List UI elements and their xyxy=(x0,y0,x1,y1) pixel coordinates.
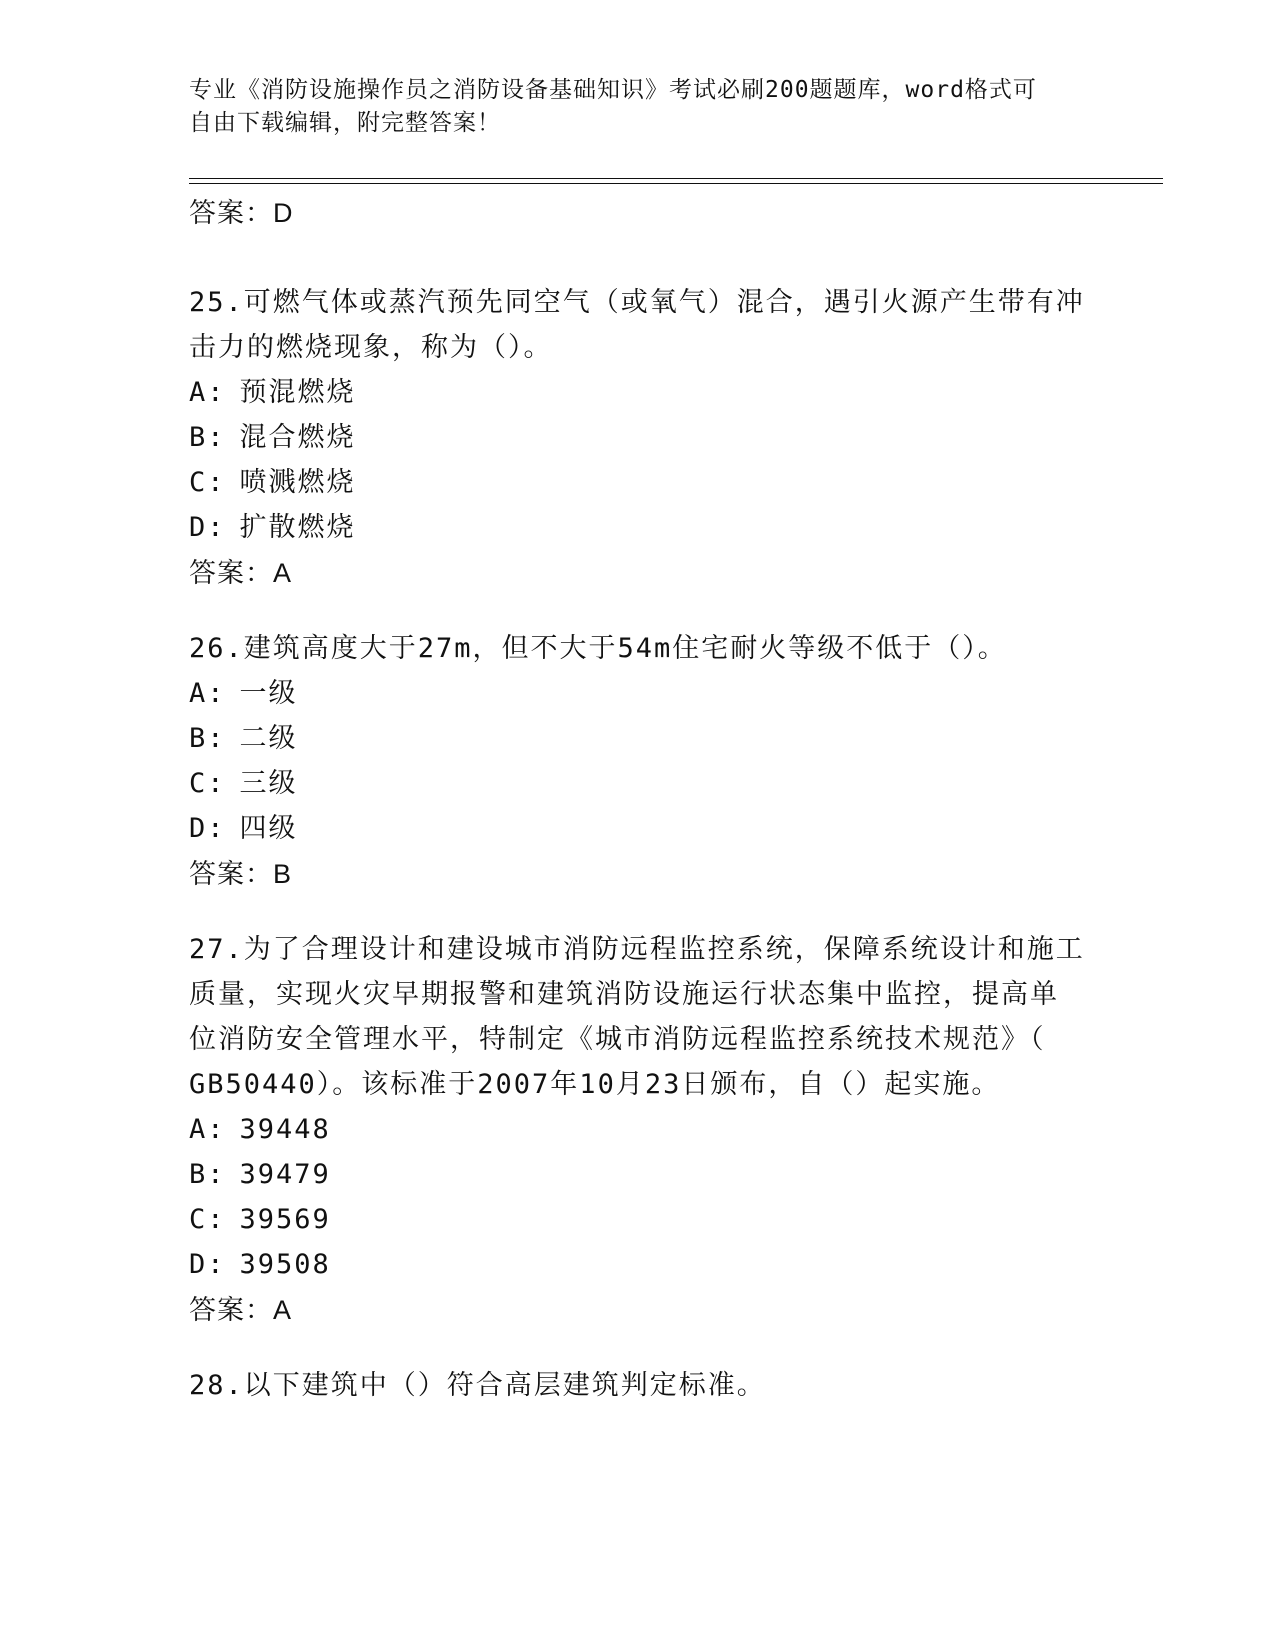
option-label: D: xyxy=(189,512,226,543)
option-label: A: xyxy=(189,377,226,408)
option-c xyxy=(189,460,1089,505)
option-label: C: xyxy=(189,768,226,799)
question-list xyxy=(189,190,1089,1408)
stem-line: 击力的燃烧现象，称为（）。 xyxy=(189,332,553,363)
option-a xyxy=(189,1107,1089,1152)
stem-line: 27.为了合理设计和建设城市消防远程监控系统，保障系统设计和施工 xyxy=(189,934,1085,965)
option-text: 二级 xyxy=(239,723,298,754)
option-text: 扩散燃烧 xyxy=(239,512,356,543)
question-stem xyxy=(189,1363,1089,1408)
option-label: D: xyxy=(189,1249,226,1280)
option-label: B: xyxy=(189,723,226,754)
option-label: A: xyxy=(189,678,226,709)
stem-line: 25.可燃气体或蒸汽预先同空气（或氧气）混合，遇引火源产生带有冲 xyxy=(189,287,1085,318)
option-text: 四级 xyxy=(239,813,298,844)
option-b xyxy=(189,415,1089,460)
option-text: 喷溅燃烧 xyxy=(239,467,356,498)
stem-line: 28.以下建筑中（）符合高层建筑判定标准。 xyxy=(189,1370,766,1401)
option-label: A: xyxy=(189,1114,226,1145)
option-text: 一级 xyxy=(239,678,298,709)
option-text: 39508 xyxy=(239,1249,331,1280)
option-c xyxy=(189,761,1089,806)
answer-line: 答案：B xyxy=(189,859,293,889)
header-line-1: 专业《消防设施操作员之消防设备基础知识》考试必刷200题题库，word格式可 xyxy=(189,77,1037,103)
question-26 xyxy=(189,626,1089,897)
option-d xyxy=(189,806,1089,851)
question-stem xyxy=(189,280,1089,370)
question-stem xyxy=(189,626,1089,671)
option-label: C: xyxy=(189,1204,226,1235)
header-divider-bottom xyxy=(189,183,1163,184)
option-text: 39479 xyxy=(239,1159,331,1190)
answer-line: 答案：D xyxy=(189,198,294,228)
option-label: B: xyxy=(189,422,226,453)
option-text: 预混燃烧 xyxy=(239,377,356,408)
question-25 xyxy=(189,280,1089,596)
option-text: 三级 xyxy=(239,768,298,799)
answer-line: 答案：A xyxy=(189,558,293,588)
option-c xyxy=(189,1197,1089,1242)
option-b xyxy=(189,1152,1089,1197)
header-divider-top xyxy=(189,178,1163,179)
question-stem xyxy=(189,927,1089,1107)
stem-line: 质量，实现火灾早期报警和建筑消防设施运行状态集中监控，提高单 xyxy=(189,979,1059,1010)
option-text: 混合燃烧 xyxy=(239,422,356,453)
option-b xyxy=(189,716,1089,761)
option-a xyxy=(189,370,1089,415)
option-text: 39448 xyxy=(239,1114,331,1145)
document-header xyxy=(189,74,1069,140)
option-a xyxy=(189,671,1089,716)
option-d xyxy=(189,1242,1089,1287)
stem-line: GB50440）。该标准于2007年10月23日颁布，自（）起实施。 xyxy=(189,1069,1001,1100)
stem-line: 位消防安全管理水平，特制定《城市消防远程监控系统技术规范》（ xyxy=(189,1024,1046,1055)
question-27 xyxy=(189,927,1089,1333)
option-label: B: xyxy=(189,1159,226,1190)
stem-line: 26.建筑高度大于27m，但不大于54m住宅耐火等级不低于（）。 xyxy=(189,633,1007,664)
answer-line: 答案：A xyxy=(189,1295,293,1325)
option-label: C: xyxy=(189,467,226,498)
option-label: D: xyxy=(189,813,226,844)
option-d xyxy=(189,505,1089,550)
option-text: 39569 xyxy=(239,1204,331,1235)
header-line-2: 自由下载编辑，附完整答案！ xyxy=(189,110,501,136)
question-28 xyxy=(189,1363,1089,1408)
